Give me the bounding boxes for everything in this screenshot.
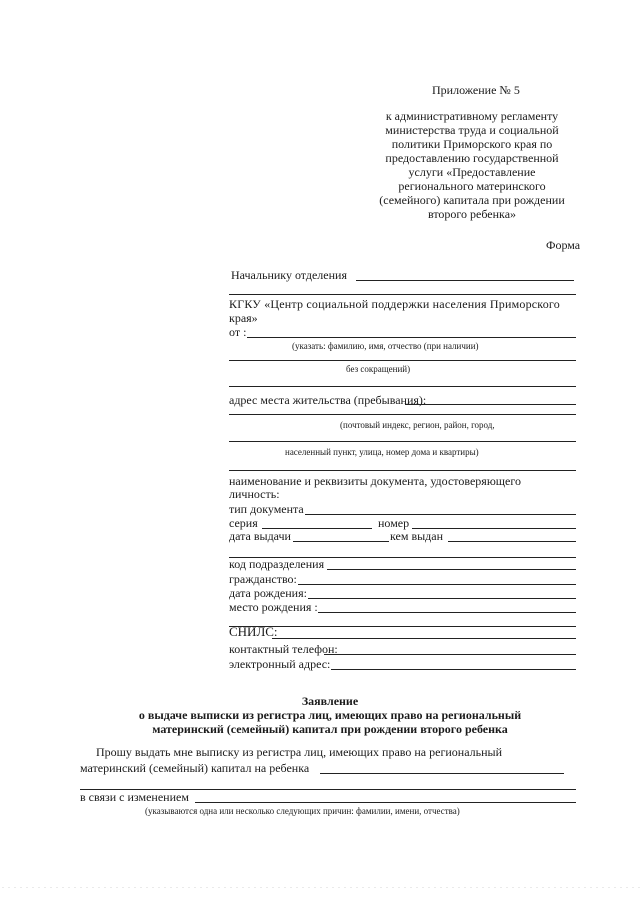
form-label: Форма: [546, 238, 581, 252]
phone-label: контактный телефон:: [229, 642, 338, 656]
regulation-line: политики Приморского края по: [391, 137, 553, 151]
statement-title: Заявление: [301, 694, 359, 708]
org-name-line2: края»: [229, 311, 258, 325]
document-type-label: тип документа: [229, 502, 304, 516]
address-line[interactable]: [229, 414, 576, 415]
statement-subtitle-2: материнский (семейный) капитал при рождении второго ребенка: [152, 722, 508, 736]
regulation-line: регионального материнского: [398, 179, 546, 193]
from-line[interactable]: [247, 337, 576, 338]
statement-body-1: Прошу выдать мне выписку из регистра лиц, имеющих право на региональный: [96, 745, 503, 759]
blank-line[interactable]: [229, 294, 576, 295]
series-label: серия: [229, 516, 258, 530]
division-code-line[interactable]: [327, 569, 576, 570]
issued-by-label: кем выдан: [390, 529, 444, 543]
birth-place-line[interactable]: [318, 612, 576, 613]
statement-heading: [80, 694, 580, 736]
snils-line[interactable]: [272, 638, 576, 639]
org-name-line1: КГКУ «Центр социальной поддержки населения Приморского: [229, 297, 560, 311]
birth-date-line[interactable]: [308, 598, 576, 599]
issued-by-line[interactable]: [448, 541, 576, 542]
regulation-line: второго ребенка»: [427, 207, 517, 221]
regulation-line: предоставлению государственной: [385, 151, 559, 165]
regulation-line: министерства труда и социальной: [385, 123, 559, 137]
reason-hint: (указываются одна или несколько следующих причин: фамилии, имени, отчества): [145, 806, 460, 816]
no-abbreviation-hint: без сокращений): [346, 364, 411, 374]
name-hint: (указать: фамилию, имя, отчество (при наличии): [292, 341, 479, 351]
address-hint-2: населенный пункт, улица, номер дома и квартиры): [285, 447, 479, 457]
address-hint-1: (почтовый индекс, регион, район, город,: [340, 420, 495, 430]
blank-line[interactable]: [229, 626, 576, 627]
birth-date-label: дата рождения:: [229, 586, 307, 600]
citizenship-line[interactable]: [298, 584, 576, 585]
issue-date-label: дата выдачи: [229, 529, 291, 543]
statement-subtitle-1: о выдаче выписки из регистра лиц, имеющих право на региональный: [138, 708, 522, 722]
reason-label: в связи с изменением: [80, 790, 189, 804]
regulation-line: (семейного) капитала при рождении: [379, 193, 565, 207]
appendix-number: Приложение № 5: [432, 83, 520, 97]
from-label: от :: [229, 325, 247, 339]
issue-date-line[interactable]: [293, 541, 389, 542]
address-line[interactable]: [405, 404, 576, 405]
birth-place-label: место рождения :: [229, 600, 318, 614]
regulation-reference: [372, 109, 572, 221]
child-name-line[interactable]: [320, 773, 564, 774]
division-code-label: код подразделения: [229, 557, 325, 571]
scan-noise: [0, 886, 640, 889]
address-line[interactable]: [229, 441, 576, 442]
head-line[interactable]: [356, 280, 574, 281]
regulation-line: к административному регламенту: [385, 109, 559, 123]
blank-line[interactable]: [229, 386, 576, 387]
number-label: номер: [378, 516, 410, 530]
document-label-1: наименование и реквизиты документа, удостоверяющего: [229, 474, 521, 488]
document-type-line[interactable]: [305, 514, 576, 515]
citizenship-label: гражданство:: [229, 572, 297, 586]
email-line[interactable]: [331, 669, 576, 670]
head-label: Начальнику отделения: [231, 268, 347, 282]
snils-label: СНИЛС:: [229, 624, 278, 639]
name-line[interactable]: [229, 360, 576, 361]
address-line[interactable]: [229, 470, 576, 471]
address-label: адрес места жительства (пребывания):: [229, 393, 427, 407]
document-label-2: личность:: [229, 487, 280, 501]
reason-line[interactable]: [195, 802, 576, 803]
statement-body-2: материнский (семейный) капитал на ребенка: [80, 761, 310, 775]
regulation-line: услуги «Предоставление: [408, 165, 536, 179]
email-label: электронный адрес:: [229, 657, 331, 671]
phone-line[interactable]: [324, 654, 576, 655]
